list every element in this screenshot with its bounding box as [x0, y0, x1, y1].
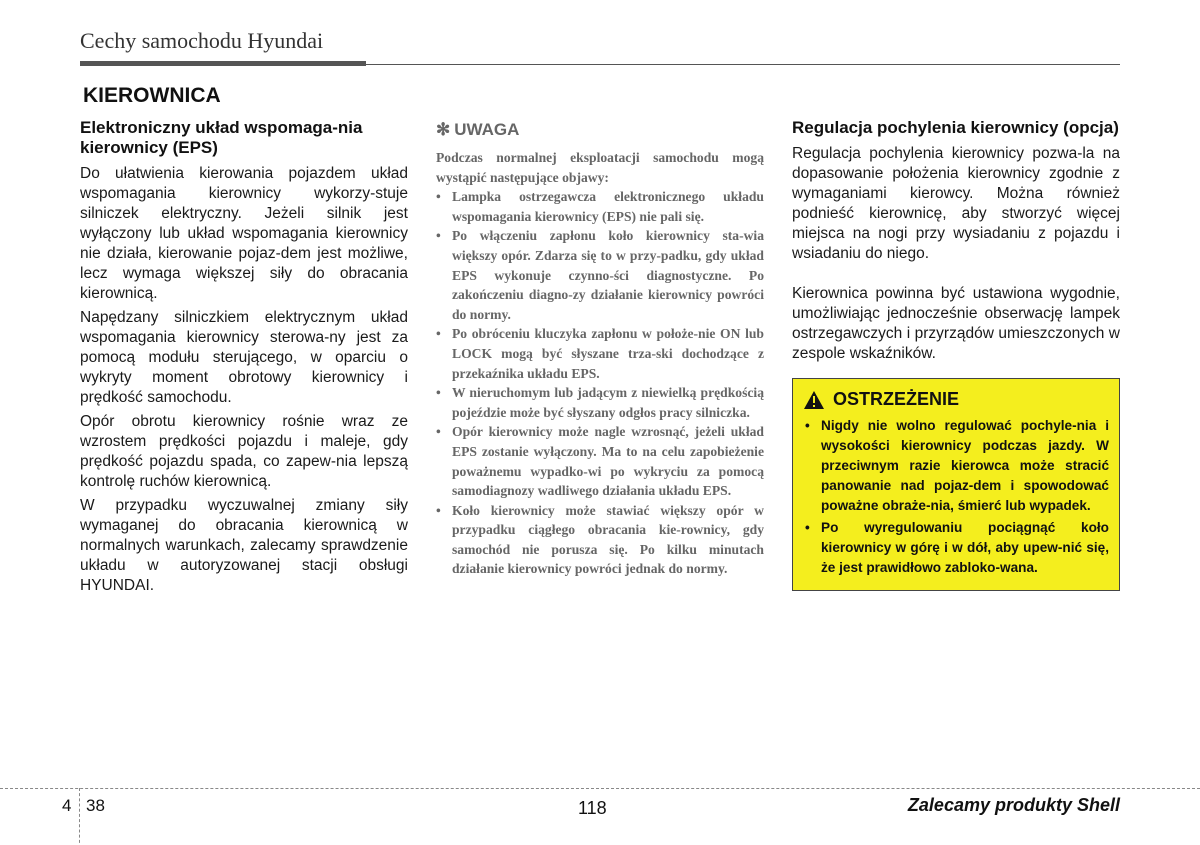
bullet-icon: •: [436, 189, 441, 205]
note-item: • W nieruchomym lub jadącym z niewielką prędkością pojeździe może być słyszany odgłos pracy silniczka.: [436, 385, 764, 420]
footer-page-number: 38: [86, 796, 105, 815]
tilt-paragraph: Regulacja pochylenia kierownicy pozwa-la na dopasowanie położenia kierownicy zgodnie z wymaganiami kierowcy. Można również podnieść kierownicę, aby stworzyć więcej miejsca na nogi przy wysiadaniu z pojazdu i wsiadaniu do niego.: [792, 145, 1120, 262]
warning-title: OSTRZEŻENIE: [833, 389, 960, 409]
warning-item: • Nigdy nie wolno regulować pochyle-nia i wysokości kierownicy podczas jazdy. W przeciwnym razie kierowca może stracić panowanie nad pojaz-dem i spowodować poważne obraże-nia, śmierć lub wypadek.: [805, 418, 1109, 513]
note-list: [436, 187, 764, 579]
note-item: • Koło kierownicy może stawiać większy opór w przypadku ciągłego obracania kie-rownicy, gdy samochód nie porusza się. Po kilku minutach działanie kierownicy powróci jednak do normy.: [436, 502, 764, 577]
header-title: Cechy samochodu Hyundai: [80, 28, 324, 53]
footer-divider: [79, 788, 80, 845]
eps-subhead: Elektroniczny układ wspomaga-nia kierownicy (EPS): [80, 118, 363, 157]
note-item: • Po włączeniu zapłonu koło kierownicy sta-wia większy opór. Zdarza się to w przy-padku, gdy układ EPS wykonuje czynno-ści diagnostyczne. Po zakończeniu diagno-zy działanie kierownicy powróci do normy.: [436, 228, 764, 322]
bullet-icon: •: [805, 520, 810, 535]
bullet-icon: •: [805, 418, 810, 433]
footer-chapter-number: 4: [62, 796, 72, 815]
note-star-icon: ✻: [436, 120, 451, 139]
eps-paragraph: Do ułatwienia kierowania pojazdem układ wspomagania kierownicy wykorzy-stuje silniczek elektryczny. Jeżeli silnik jest wyłączony lub układ wspomagania kierownicy nie działa, kierowanie pojaz-dem jest możliwe, lecz wymaga większej siły do obracania kierownicą.: [80, 165, 408, 302]
warning-heading: [803, 389, 1109, 410]
footer-rule: [0, 788, 1200, 789]
column-note: [436, 118, 764, 579]
bullet-icon: •: [436, 385, 441, 401]
note-body: [436, 148, 764, 579]
eps-paragraph: Opór obrotu kierownicy rośnie wraz ze wzrostem prędkości pojazdu i maleje, gdy prędkość pojazdu spada, co zapew-nia lepszą kontrolę ruchów kierownicą.: [80, 413, 408, 490]
note-heading: [436, 120, 764, 140]
column-tilt: [792, 118, 1120, 591]
note-title: UWAGA: [454, 120, 520, 139]
note-item: • Lampka ostrzegawcza elektronicznego układu wspomagania kierownicy (EPS) nie pali się.: [436, 189, 764, 224]
bullet-icon: •: [436, 326, 441, 342]
bullet-icon: •: [436, 228, 441, 244]
header-rule-thick: [80, 61, 366, 66]
footer-slogan: Zalecamy produkty Shell: [907, 795, 1120, 815]
note-intro: Podczas normalnej eksploatacji samochodu mogą wystąpić następujące objawy:: [436, 150, 764, 185]
note-item: • Po obróceniu kluczyka zapłonu w położe-nie ON lub LOCK mogą być słyszane trza-ski dochodzące z przekaźnika układu EPS.: [436, 326, 764, 381]
bullet-icon: •: [436, 424, 441, 440]
tilt-paragraph: Kierownica powinna być ustawiona wygodnie, umożliwiając jednocześnie obserwację lampek ostrzegawczych i przyrządów umieszczonych w zespole wskaźników.: [792, 285, 1120, 362]
header-rule-thin: [366, 64, 1120, 65]
bullet-icon: •: [436, 502, 441, 518]
section-title: KIEROWNICA: [83, 84, 221, 107]
warning-triangle-icon: [803, 390, 825, 410]
tilt-subhead: Regulacja pochylenia kierownicy (opcja): [792, 118, 1119, 137]
warning-box: [792, 378, 1120, 591]
footer-sheet-number: 118: [578, 798, 607, 818]
eps-paragraph: Napędzany silniczkiem elektrycznym układ wspomagania kierownicy sterowa-ny jest za pomocą modułu sterującego, w oparciu o wykryty moment obrotowy kierownicy i prędkość samochodu.: [80, 309, 408, 406]
column-eps: [80, 118, 408, 600]
eps-paragraph: W przypadku wyczuwalnej zmiany siły wymaganej do obracania kierownicą w normalnych warunkach, zalecamy sprawdzenie układu w autoryzowanej stacji obsługi HYUNDAI.: [80, 497, 408, 594]
warning-list: [803, 416, 1109, 578]
note-item: • Opór kierownicy może nagle wzrosnąć, jeżeli układ EPS zostanie wyłączony. Ma to na celu zapobieżenie poważnemu wypadko-wi po wykryciu za pomocą samodiagnozy wadliwego działania układu EPS.: [436, 424, 764, 499]
warning-item: • Po wyregulowaniu pociągnąć koło kierownicy w górę i w dół, aby upew-nić się, że jest prawidłowo zabloko-wana.: [805, 520, 1109, 575]
